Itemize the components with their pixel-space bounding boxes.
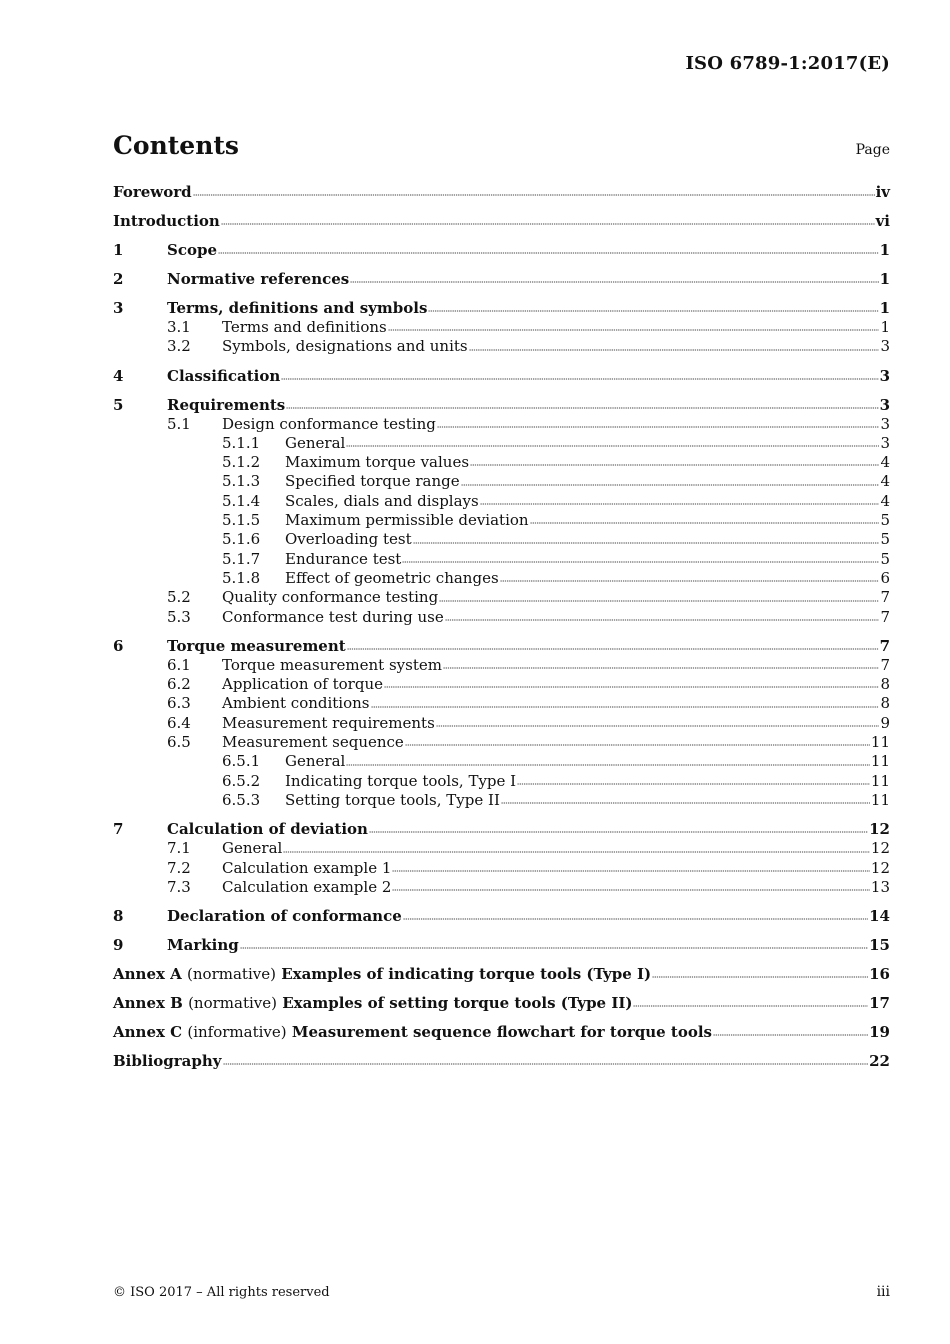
toc-entry[interactable] (113, 839, 890, 858)
toc-entry[interactable] (113, 530, 890, 549)
toc-entry[interactable] (113, 337, 890, 356)
toc-entry-number: 6.4 (167, 713, 191, 732)
toc-entry-page: 19 (869, 1023, 890, 1042)
toc-entry-number: 6.3 (167, 694, 191, 713)
toc-entry[interactable] (113, 366, 890, 386)
toc-entry[interactable] (113, 240, 890, 260)
toc-entry-page: 7 (880, 588, 890, 607)
dot-leader (428, 309, 878, 313)
toc-entry-title: Bibliography (113, 1052, 222, 1071)
toc-entry-page: 3 (879, 395, 890, 414)
toc-entry-page: 3 (879, 366, 890, 385)
toc-entry-title: Specified torque range (285, 472, 460, 491)
dot-leader (286, 406, 878, 410)
dot-leader (347, 647, 879, 651)
toc-entry-number: 5.1.2 (222, 453, 261, 472)
dot-leader (193, 193, 875, 197)
dot-leader (346, 763, 870, 767)
toc-entry-title: Foreword (113, 183, 192, 201)
toc-entry-page: 11 (870, 733, 890, 752)
toc-entry-page: 7 (880, 607, 890, 626)
annex-label: Annex A (113, 965, 182, 984)
toc-entry[interactable] (113, 318, 890, 337)
toc-entry-number: 6.5.3 (222, 790, 261, 809)
toc-entry-title (113, 1022, 712, 1042)
toc-entry[interactable] (113, 906, 890, 926)
toc-entry-page: 3 (880, 337, 890, 356)
toc-entry-page: 3 (880, 414, 890, 433)
dot-leader (221, 222, 875, 226)
toc-entry-number: 7.1 (167, 839, 191, 858)
dot-leader (439, 599, 879, 603)
toc-entry[interactable] (113, 569, 890, 588)
toc-entry-number: 5.1 (167, 414, 191, 433)
toc-entry-number: 7.2 (167, 858, 191, 877)
annex-kind: (normative) (187, 965, 276, 984)
toc-entry-page: 9 (880, 713, 890, 732)
table-of-contents (113, 182, 890, 1071)
toc-entry-title: General (222, 839, 283, 858)
dot-leader (384, 685, 879, 689)
toc-entry[interactable] (113, 453, 890, 472)
toc-entry-number: 5.1.3 (222, 472, 261, 491)
toc-entry[interactable] (113, 964, 890, 984)
document-id: ISO 6789-1:2017(E) (685, 53, 890, 74)
toc-entry[interactable] (113, 415, 890, 434)
toc-entry[interactable] (113, 636, 890, 656)
toc-entry-page: 4 (880, 453, 890, 472)
toc-entry[interactable] (113, 733, 890, 752)
toc-entry-title: General (285, 752, 346, 771)
toc-entry-title: Declaration of conformance (167, 907, 402, 926)
toc-entry-page: 4 (880, 491, 890, 510)
dot-leader (470, 463, 879, 467)
annex-label: Annex C (113, 1023, 183, 1042)
annex-label: Annex B (113, 994, 183, 1013)
toc-entry[interactable] (113, 434, 890, 453)
toc-entry[interactable] (113, 211, 890, 231)
toc-entry[interactable] (113, 694, 890, 713)
toc-entry-page: 11 (870, 752, 890, 771)
annex-kind: (informative) (187, 1023, 287, 1042)
dot-leader (392, 888, 870, 892)
toc-entry-number: 5.2 (167, 588, 191, 607)
dot-leader (388, 328, 880, 332)
toc-entry-number: 4 (113, 366, 124, 385)
toc-entry-title: Effect of geometric changes (285, 568, 499, 587)
toc-entry-page: 15 (869, 936, 890, 955)
toc-entry-page: 1 (879, 241, 890, 259)
toc-entry-title: Endurance test (285, 549, 402, 568)
toc-entry-title: Setting torque tools, Type II (285, 790, 500, 809)
dot-leader (436, 724, 880, 728)
toc-entry-page: 8 (880, 694, 890, 713)
toc-entry-number: 5.1.7 (222, 549, 261, 568)
dot-leader (350, 280, 878, 284)
toc-entry-page: vi (875, 212, 890, 230)
toc-entry-number: 8 (113, 907, 124, 926)
toc-entry-number: 6.2 (167, 675, 191, 694)
toc-entry-title: Symbols, designations and units (222, 337, 468, 356)
toc-entry[interactable] (113, 772, 890, 791)
toc-entry[interactable] (113, 395, 890, 415)
toc-entry-number: 6.5.1 (222, 752, 261, 771)
toc-entry-title: Marking (167, 936, 239, 955)
toc-entry-title: Ambient conditions (222, 694, 370, 713)
page-column-label: Page (855, 142, 890, 158)
toc-entry[interactable] (113, 182, 890, 202)
dot-leader (403, 917, 868, 921)
toc-entry-page: 5 (880, 530, 890, 549)
toc-entry-title: Scales, dials and displays (285, 491, 479, 510)
toc-entry-title: General (285, 433, 346, 452)
copyright-notice: © ISO 2017 – All rights reserved (113, 1285, 330, 1300)
annex-title: Examples of setting torque tools (Type II) (282, 994, 633, 1013)
toc-entry-number: 6.5 (167, 733, 191, 752)
annex-title: Measurement sequence flowchart for torque tools (291, 1023, 713, 1042)
dot-leader (530, 521, 880, 525)
annex-title: Examples of indicating torque tools (Type I) (281, 965, 652, 984)
toc-entry-page: 1 (879, 299, 890, 317)
toc-entry[interactable] (113, 791, 890, 810)
toc-entry-number: 3 (113, 299, 124, 317)
dot-leader (652, 975, 868, 979)
toc-entry-number: 3.2 (167, 337, 191, 356)
annex-kind: (normative) (188, 994, 277, 1013)
toc-entry-title: Terms and definitions (222, 318, 387, 336)
toc-entry[interactable] (113, 1022, 890, 1042)
toc-entry-page: 11 (870, 771, 890, 790)
toc-entry-page: 14 (869, 907, 890, 926)
toc-entry-page: 13 (870, 877, 890, 896)
toc-entry-page: 17 (869, 994, 890, 1013)
toc-entry-number: 5.1.6 (222, 530, 261, 549)
dot-leader (405, 743, 870, 747)
toc-entry-title: Maximum permissible deviation (285, 511, 529, 530)
toc-entry-number: 7.3 (167, 877, 191, 896)
dot-leader (392, 869, 870, 873)
toc-entry-title: Scope (167, 241, 218, 259)
toc-entry[interactable] (113, 935, 890, 955)
toc-entry-title: Torque measurement system (222, 655, 442, 674)
toc-entry-title: Torque measurement (167, 636, 346, 655)
toc-entry-title: Maximum torque values (285, 453, 470, 472)
toc-entry-title: Indicating torque tools, Type I (285, 771, 517, 790)
contents-title: Contents (113, 131, 240, 160)
dot-leader (402, 560, 879, 564)
toc-entry-number: 6.1 (167, 655, 191, 674)
dot-leader (218, 251, 879, 255)
dot-leader (413, 541, 880, 545)
toc-entry-page: 22 (869, 1052, 890, 1071)
toc-entry-number: 7 (113, 820, 124, 839)
dot-leader (281, 377, 878, 381)
toc-entry-number: 9 (113, 936, 124, 955)
toc-entry-title: Terms, definitions and symbols (167, 299, 428, 317)
toc-entry[interactable] (113, 993, 890, 1013)
toc-entry[interactable] (113, 269, 890, 289)
toc-entry-title: Normative references (167, 270, 350, 288)
toc-entry-title: Introduction (113, 212, 220, 230)
toc-entry-title: Design conformance testing (222, 414, 436, 433)
toc-entry-page: 8 (880, 675, 890, 694)
toc-entry-title: Measurement sequence (222, 733, 404, 752)
toc-entry-title: Requirements (167, 395, 286, 414)
dot-leader (240, 946, 868, 950)
page-number: iii (876, 1284, 890, 1300)
toc-entry-number: 5.1.1 (222, 433, 261, 452)
toc-entry-number: 1 (113, 241, 124, 259)
toc-entry[interactable] (113, 472, 890, 491)
toc-entry[interactable] (113, 752, 890, 771)
toc-entry-page: 1 (879, 270, 890, 288)
toc-entry-number: 5.1.8 (222, 568, 261, 587)
toc-entry-page: 11 (870, 790, 890, 809)
toc-entry-page: 12 (870, 858, 890, 877)
toc-entry[interactable] (113, 588, 890, 607)
dot-leader (223, 1062, 869, 1066)
dot-leader (461, 483, 880, 487)
toc-entry-title: Application of torque (222, 675, 383, 694)
toc-entry-number: 5.1.4 (222, 491, 261, 510)
dot-leader (369, 830, 868, 834)
toc-entry[interactable] (113, 878, 890, 897)
toc-entry-title (113, 993, 632, 1013)
toc-entry[interactable] (113, 298, 890, 318)
toc-entry-page: iv (875, 183, 890, 201)
toc-entry[interactable] (113, 819, 890, 839)
toc-entry[interactable] (113, 714, 890, 733)
toc-entry-page: 5 (880, 549, 890, 568)
dot-leader (346, 444, 879, 448)
dot-leader (443, 666, 879, 670)
toc-entry[interactable] (113, 550, 890, 569)
toc-entry-page: 4 (880, 472, 890, 491)
toc-entry-title: Calculation of deviation (167, 820, 368, 839)
toc-entry-title: Conformance test during use (222, 607, 444, 626)
dot-leader (283, 850, 870, 854)
toc-entry-title: Measurement requirements (222, 713, 435, 732)
toc-entry-page: 6 (880, 568, 890, 587)
toc-entry-title: Overloading test (285, 530, 412, 549)
toc-entry-title (113, 964, 651, 984)
toc-entry-page: 12 (869, 820, 890, 839)
toc-entry[interactable] (113, 511, 890, 530)
toc-entry[interactable] (113, 1051, 890, 1071)
toc-entry-page: 16 (869, 965, 890, 984)
toc-entry-number: 3.1 (167, 318, 191, 336)
dot-leader (437, 425, 880, 429)
dot-leader (633, 1004, 868, 1008)
dot-leader (500, 579, 880, 583)
toc-entry-page: 7 (879, 636, 890, 655)
dot-leader (469, 348, 880, 352)
dot-leader (517, 782, 870, 786)
toc-entry-page: 12 (870, 839, 890, 858)
toc-entry-number: 2 (113, 270, 124, 288)
dot-leader (371, 705, 880, 709)
toc-entry-page: 5 (880, 511, 890, 530)
toc-entry-number: 6.5.2 (222, 771, 261, 790)
toc-entry[interactable] (113, 492, 890, 511)
toc-entry[interactable] (113, 656, 890, 675)
dot-leader (713, 1033, 868, 1037)
toc-entry-number: 6 (113, 636, 124, 655)
dot-leader (445, 618, 880, 622)
toc-entry-number: 5 (113, 395, 124, 414)
toc-entry-page: 1 (880, 318, 890, 336)
toc-entry-page: 7 (880, 655, 890, 674)
toc-entry[interactable] (113, 608, 890, 627)
dot-leader (480, 502, 880, 506)
toc-entry[interactable] (113, 675, 890, 694)
toc-entry-title: Calculation example 1 (222, 858, 392, 877)
toc-entry-page: 3 (880, 433, 890, 452)
toc-entry-number: 5.1.5 (222, 511, 261, 530)
dot-leader (501, 801, 870, 805)
toc-entry-number: 5.3 (167, 607, 191, 626)
toc-entry[interactable] (113, 859, 890, 878)
toc-entry-title: Calculation example 2 (222, 877, 392, 896)
toc-entry-title: Classification (167, 366, 281, 385)
toc-entry-title: Quality conformance testing (222, 588, 439, 607)
